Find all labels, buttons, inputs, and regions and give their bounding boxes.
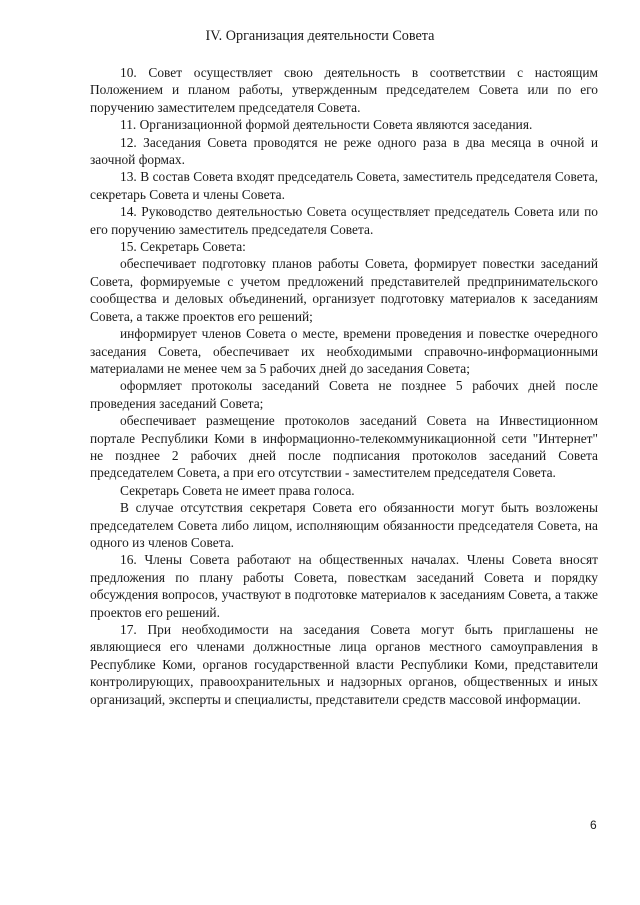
page-number: 6 — [590, 818, 597, 832]
section-heading: IV. Организация деятельности Совета — [205, 28, 435, 44]
paragraph-secretary-absence: В случае отсутствия секретаря Совета его обязанности могут быть возложены председателем Совета либо лицом, исполняющим обязанности председателя Совета, на одного из членов Совета. — [90, 500, 598, 550]
paragraph-15-item-publish: обеспечивает размещение протоколов заседаний Совета на Инвестиционном портале Республики Коми в информационно-телекоммуникационной сети "Интернет" не позднее 2 рабочих дней после подписания протоколов заседаний Совета председателем Совета, а при его отсутствии - заместителем председателя Совета. — [90, 413, 598, 481]
paragraph-15-item-inform: информирует членов Совета о месте, времени проведения и повестке очередного заседания Совета, обеспечивает их необходимыми справочно-информационными материалами не менее чем за 5 рабочих дней до заседания Совета; — [90, 326, 598, 376]
paragraph-15: 15. Секретарь Совета: — [120, 239, 246, 255]
paragraph-16: 16. Члены Совета работают на общественных началах. Члены Совета вносят предложения по плану работы Совета, повесткам заседаний Совета и порядку обсуждения вопросов, участвуют в подготовке материалов к заседаниям Совета, а также проектов его решений. — [90, 552, 598, 620]
paragraph-secretary-vote: Секретарь Совета не имеет права голоса. — [120, 482, 355, 498]
paragraph-13: 13. В состав Совета входят председатель Совета, заместитель председателя Совета, секретарь Совета и члены Совета. — [90, 169, 598, 202]
document-body — [90, 64, 598, 708]
paragraph-15-item-minutes: оформляет протоколы заседаний Совета не позднее 5 рабочих дней после проведения заседаний Совета; — [90, 378, 598, 411]
paragraph-15-item-plans: обеспечивает подготовку планов работы Совета, формирует повестки заседаний Совета, формируемые с учетом предложений представителей предпринимательского сообщества и деловых объединений, организует подготовку материалов к заседаниям Совета, а также проектов его решений; — [90, 256, 598, 324]
paragraph-17: 17. При необходимости на заседания Совета могут быть приглашены не являющиеся его членами должностные лица органов местного самоуправления в Республике Коми, органов государственной власти Республики Коми, представители контролирующих, правоохранительных и надзорных органов, общественных и иных организаций, эксперты и специалисты, представители средств массовой информации. — [90, 622, 598, 707]
paragraph-11: 11. Организационной формой деятельности Совета являются заседания. — [120, 117, 533, 133]
paragraph-12: 12. Заседания Совета проводятся не реже одного раза в два месяца в очной и заочной формах. — [90, 134, 598, 168]
paragraph-14: 14. Руководство деятельностью Совета осуществляет председатель Совета или по его поручению заместитель председателя Совета. — [90, 204, 598, 237]
paragraph-10: 10. Совет осуществляет свою деятельность в соответствии с настоящим Положением и планом работы, утвержденным председателем Совета или по его поручению заместителем председателя Совета. — [90, 65, 598, 115]
